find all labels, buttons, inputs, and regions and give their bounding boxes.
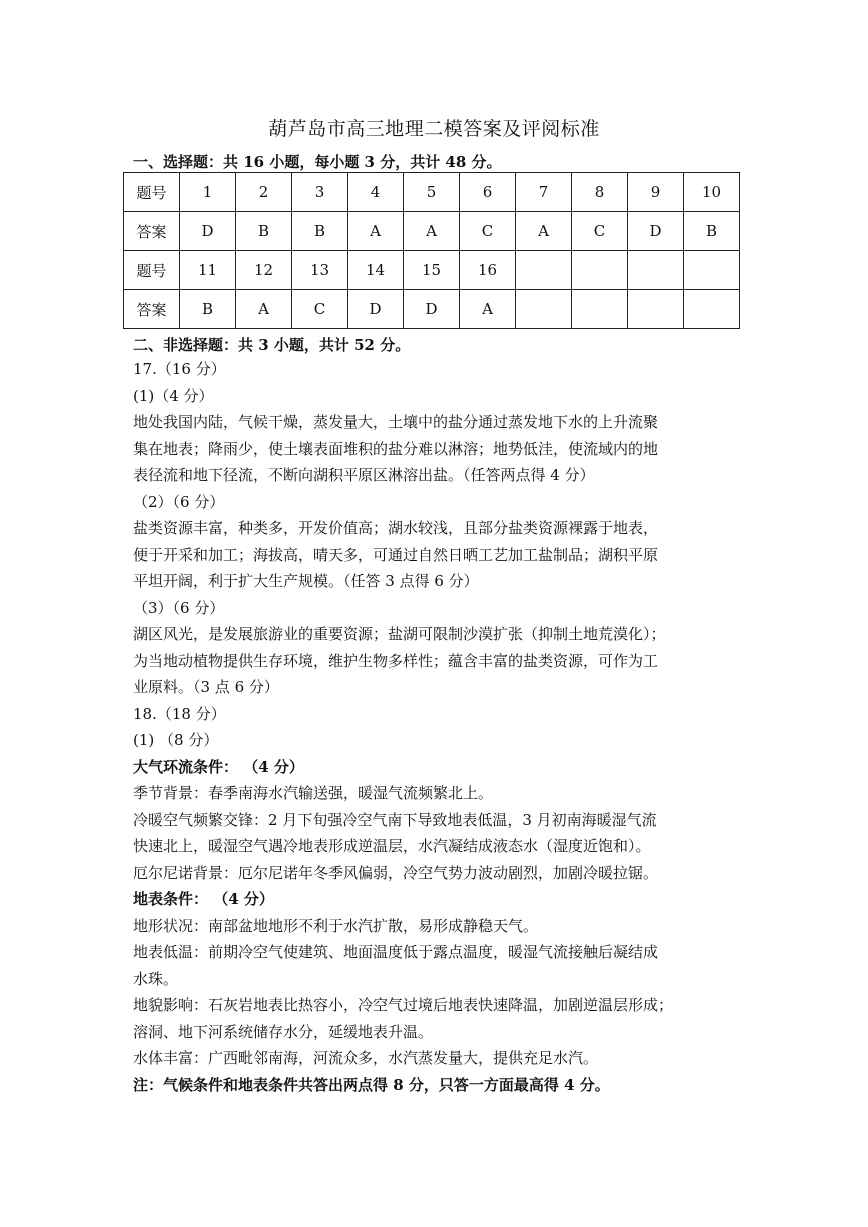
text-line: 地形状况：南部盆地地形不利于水汽扩散，易形成静稳天气。 xyxy=(133,916,539,935)
table-row-header: 题号 xyxy=(124,173,180,212)
table-cell xyxy=(516,290,572,329)
table-cell: D xyxy=(348,290,404,329)
table-cell xyxy=(628,290,684,329)
table-cell: 9 xyxy=(628,173,684,212)
table-cell: A xyxy=(460,290,516,329)
text-line: 盐类资源丰富，种类多，开发价值高；湖水较浅，且部分盐类资源裸露于地表， xyxy=(133,519,659,537)
table-row xyxy=(124,290,740,329)
answer-table xyxy=(123,172,740,329)
text-line: 地貌影响：石灰岩地表比热容小，冷空气过境后地表快速降温，加剧逆温层形成； xyxy=(133,996,674,1014)
text-line: 大气环流条件： （4 分） xyxy=(133,757,304,776)
table-cell: 11 xyxy=(180,251,236,290)
text-line: 为当地动植物提供生存环境，维护生物多样性；蕴含丰富的盐类资源，可作为工 xyxy=(133,651,659,670)
text-line: 季节背景：春季南海水汽输送强，暖湿气流频繁北上。 xyxy=(133,784,494,802)
text-line: （3）（6 分） xyxy=(133,598,225,617)
table-cell xyxy=(628,251,684,290)
table-cell: A xyxy=(516,212,572,251)
text-line: 业原料。（3 点 6 分） xyxy=(133,678,279,696)
table-cell: C xyxy=(460,212,516,251)
text-line: 快速北上，暖湿空气遇冷地表形成逆温层，水汽凝结成液态水（湿度近饱和）。 xyxy=(133,837,651,855)
table-cell: 5 xyxy=(404,173,460,212)
document-title: 葫芦岛市高三地理二模答案及评阅标准 xyxy=(268,118,600,140)
table-cell: 12 xyxy=(236,251,292,290)
text-line: 集在地表；降雨少，使土壤表面堆积的盐分难以淋溶；地势低洼，使流域内的地 xyxy=(133,439,659,458)
text-line: 冷暖空气频繁交锋：2 月下旬强冷空气南下导致地表低温，3 月初南海暖湿气流 xyxy=(133,810,657,829)
text-line: 18.（18 分） xyxy=(133,704,226,723)
text-line: 地表条件： （4 分） xyxy=(133,890,274,908)
table-cell xyxy=(516,251,572,290)
text-line: (1)（4 分） xyxy=(133,386,214,405)
table-cell: C xyxy=(572,212,628,251)
table-row xyxy=(124,251,740,290)
table-cell: 4 xyxy=(348,173,404,212)
table-cell: A xyxy=(236,290,292,329)
table-cell: 8 xyxy=(572,173,628,212)
text-line: 地处我国内陆，气候干燥，蒸发量大，土壤中的盐分通过蒸发地下水的上升流聚 xyxy=(133,413,659,431)
text-line: 表径流和地下径流，不断向湖积平原区淋溶出盐。（任答两点得 4 分） xyxy=(133,466,595,484)
table-cell xyxy=(684,251,740,290)
table-cell: 3 xyxy=(292,173,348,212)
table-cell: B xyxy=(684,212,740,251)
section-1-heading: 一、选择题：共 16 小题，每小题 3 分，共计 48 分。 xyxy=(133,153,502,171)
table-cell: 1 xyxy=(180,173,236,212)
text-line: 地表低温：前期冷空气使建筑、地面温度低于露点温度，暖湿气流接触后凝结成 xyxy=(133,943,659,961)
table-cell: A xyxy=(404,212,460,251)
table-cell xyxy=(572,290,628,329)
text-line: (1) （8 分） xyxy=(133,731,219,749)
text-line: 溶洞、地下河系统储存水分，延缓地表升温。 xyxy=(133,1022,434,1041)
table-row xyxy=(124,212,740,251)
table-cell: 16 xyxy=(460,251,516,290)
table-cell: D xyxy=(404,290,460,329)
table-cell xyxy=(572,251,628,290)
text-line: 水体丰富：广西毗邻南海，河流众多，水汽蒸发量大，提供充足水汽。 xyxy=(133,1049,599,1067)
table-cell: 2 xyxy=(236,173,292,212)
text-line: 平坦开阔，利于扩大生产规模。（任答 3 点得 6 分） xyxy=(133,572,479,590)
text-line: 厄尔尼诺背景：厄尔尼诺年冬季风偏弱，冷空气势力波动剧烈，加剧冷暖拉锯。 xyxy=(133,863,659,882)
text-line: 便于开采和加工；海拔高，晴天多，可通过自然日晒工艺加工盐制品；湖积平原 xyxy=(133,545,659,564)
table-cell: D xyxy=(180,212,236,251)
table-cell: 14 xyxy=(348,251,404,290)
table-cell: B xyxy=(236,212,292,251)
text-line: 水珠。 xyxy=(133,969,179,988)
text-line: 湖区风光，是发展旅游业的重要资源；盐湖可限制沙漠扩张（抑制土地荒漠化）； xyxy=(133,625,666,643)
text-line: 17.（16 分） xyxy=(133,360,226,378)
table-cell xyxy=(684,290,740,329)
table-cell: 13 xyxy=(292,251,348,290)
table-cell: B xyxy=(292,212,348,251)
table-cell: C xyxy=(292,290,348,329)
text-line: （2）（6 分） xyxy=(133,492,225,511)
table-cell: 6 xyxy=(460,173,516,212)
text-line: 注：气候条件和地表条件共答出两点得 8 分，只答一方面最高得 4 分。 xyxy=(133,1075,610,1094)
table-row-header: 答案 xyxy=(124,212,180,251)
table-cell: A xyxy=(348,212,404,251)
table-cell: 7 xyxy=(516,173,572,212)
table-row-header: 答案 xyxy=(124,290,180,329)
table-row xyxy=(124,173,740,212)
answer-body xyxy=(133,356,743,1098)
table-cell: 10 xyxy=(684,173,740,212)
table-row-header: 题号 xyxy=(124,251,180,290)
table-cell: D xyxy=(628,212,684,251)
section-2-heading: 二、非选择题：共 3 小题，共计 52 分。 xyxy=(133,336,411,354)
table-cell: 15 xyxy=(404,251,460,290)
table-cell: B xyxy=(180,290,236,329)
